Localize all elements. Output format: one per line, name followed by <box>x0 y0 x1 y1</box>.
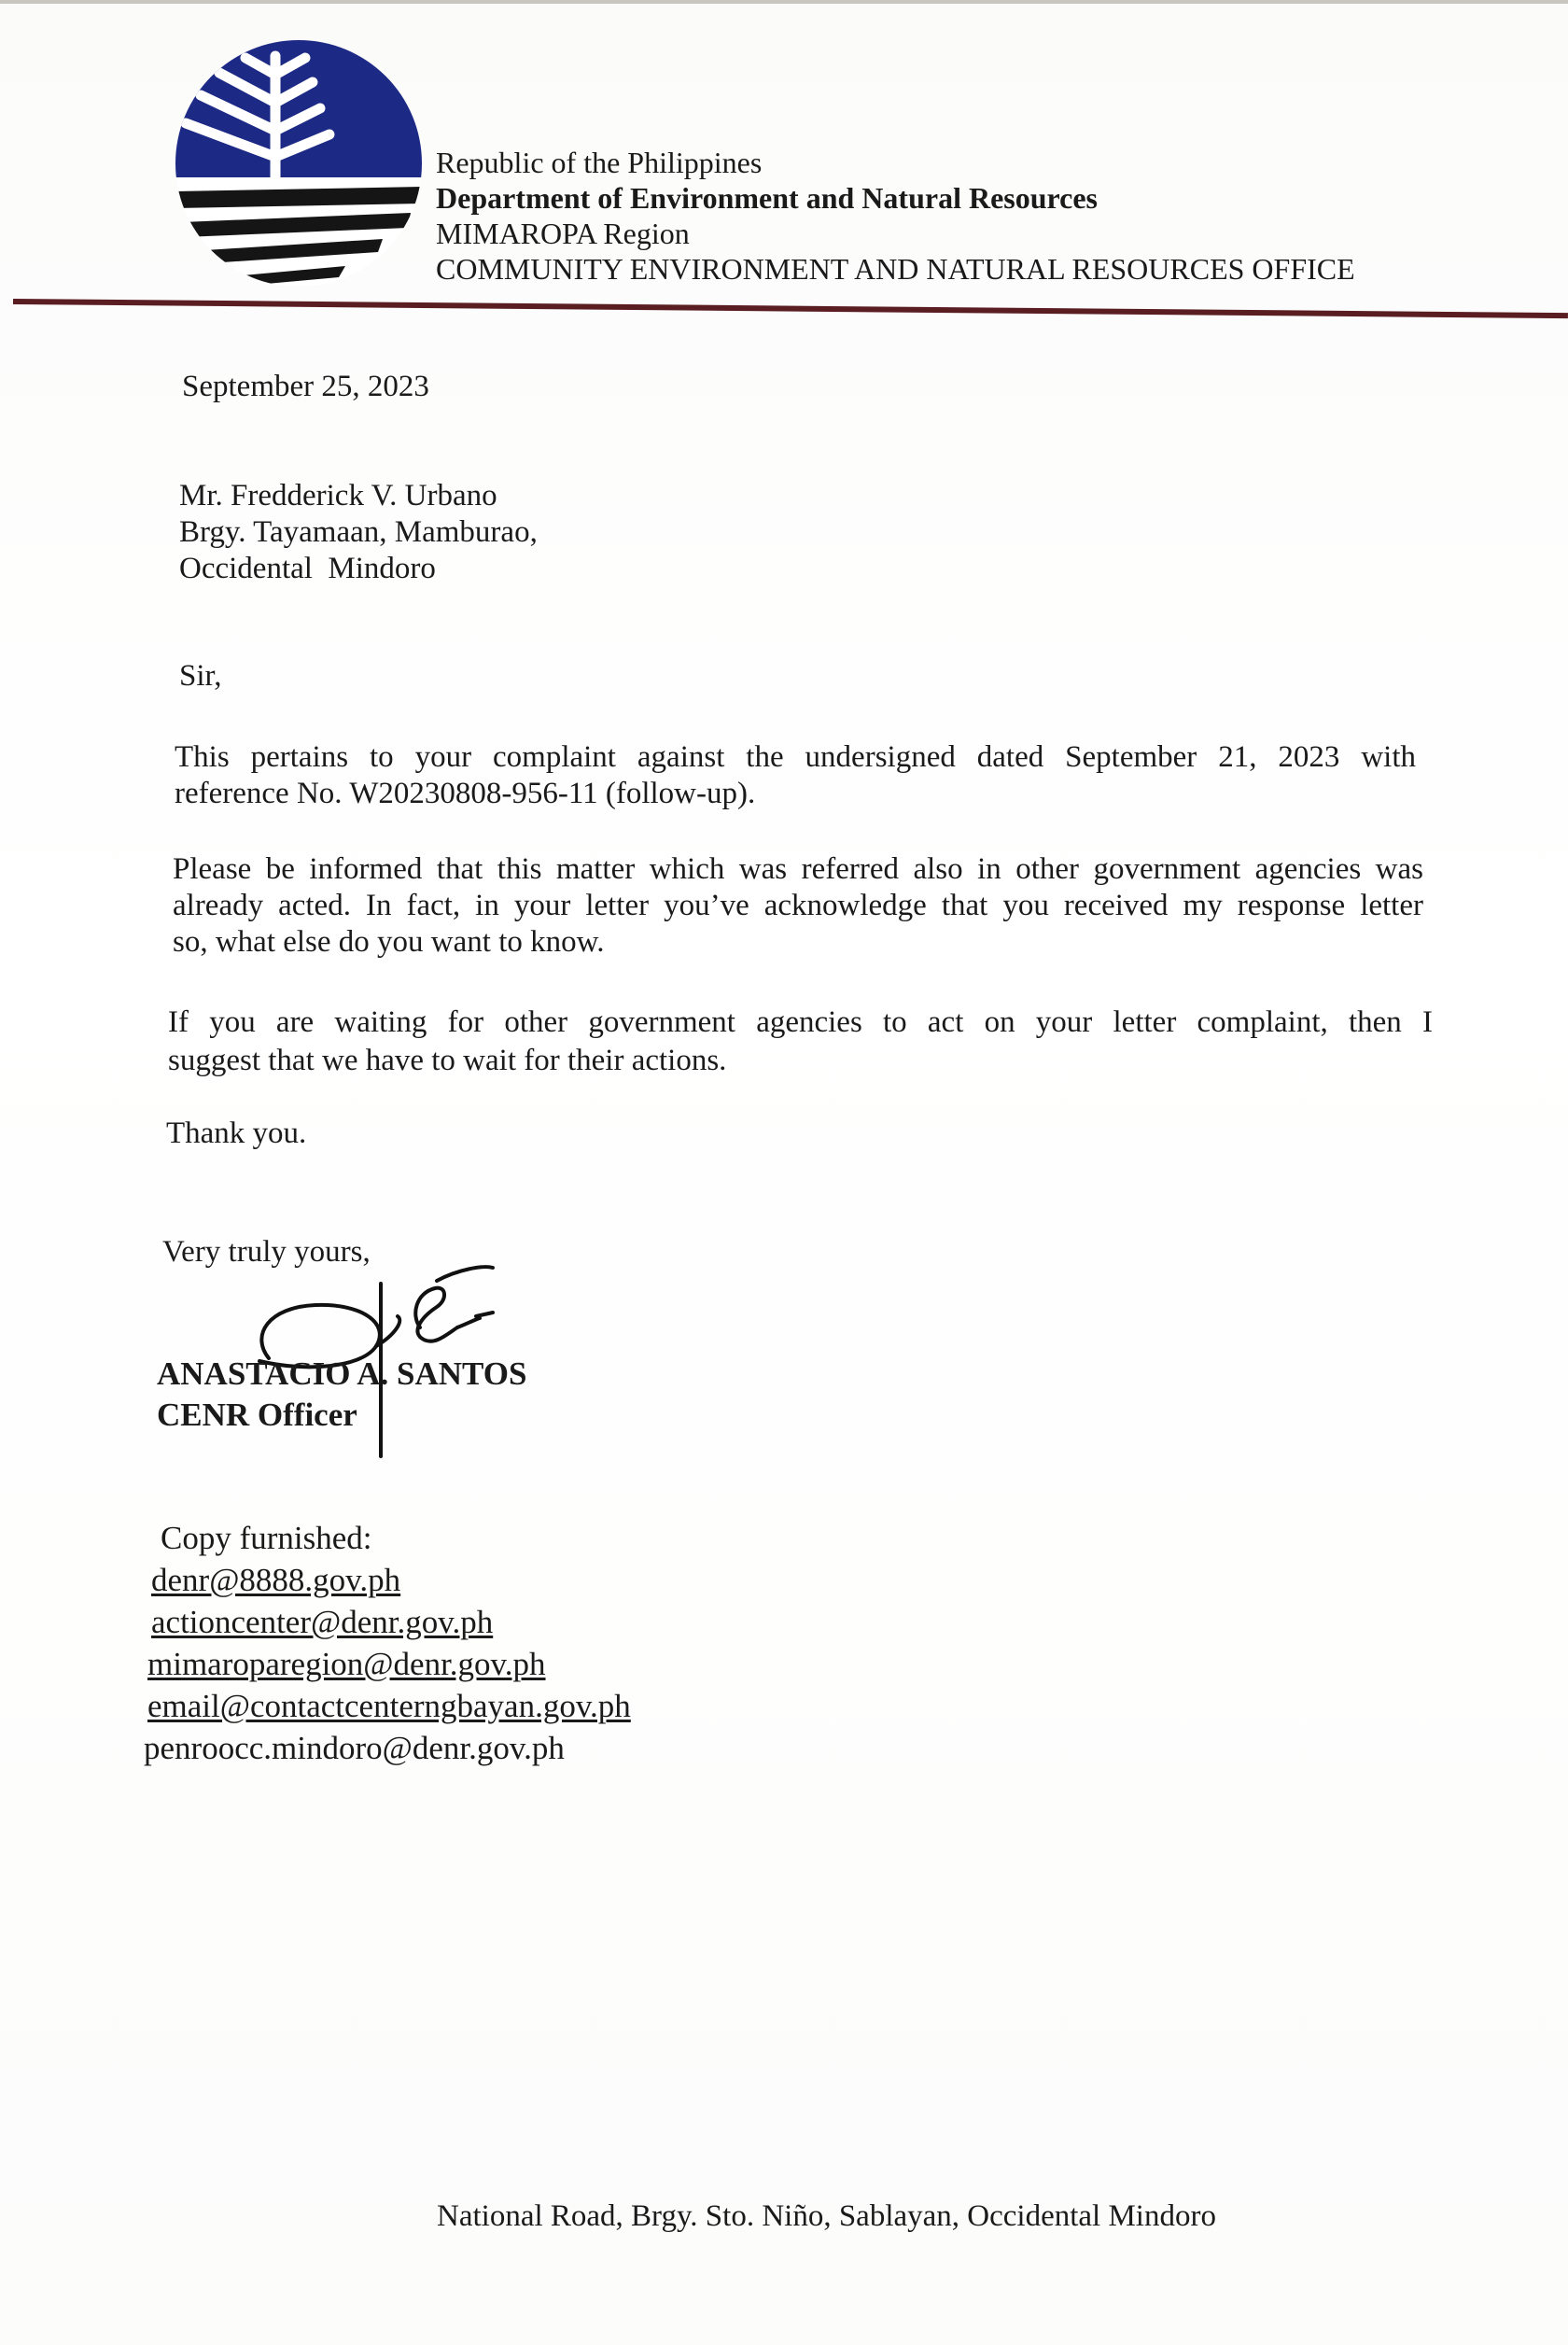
footer-address: National Road, Brgy. Sto. Niño, Sablayan, Occidental Mindoro <box>437 2199 1216 2233</box>
recipient-address-line2: Occidental Mindoro <box>179 552 436 585</box>
paragraph-1-line-1: This pertains to your complaint against the undersigned dated September 21, 2023 with <box>175 740 1416 774</box>
recipient-name: Mr. Fredderick V. Urbano <box>179 479 497 513</box>
header-republic: Republic of the Philippines <box>436 146 763 179</box>
signatory-block <box>157 1354 526 1436</box>
paragraph-2-line-3: so, what else do you want to know. <box>173 925 605 959</box>
denr-seal-icon <box>173 37 425 289</box>
paragraph-3-line-1: If you are waiting for other government agencies to act on your letter complaint, then I <box>168 1005 1433 1039</box>
header-department: Department of Environment and Natural Resources <box>436 181 1098 215</box>
copy-furnished-list <box>144 1559 631 1769</box>
cc-email-penro: penroocc.mindoro@denr.gov.ph <box>144 1730 565 1766</box>
cc-email-actioncenter[interactable]: actioncenter@denr.gov.ph <box>151 1604 494 1640</box>
paragraph-3 <box>168 1004 1433 1041</box>
signatory-title: CENR Officer <box>157 1397 357 1433</box>
cc-email-contactcenter[interactable]: email@contactcenterngbayan.gov.ph <box>147 1688 631 1724</box>
paragraph-2 <box>173 851 1423 924</box>
recipient-address-line1: Brgy. Tayamaan, Mamburao, <box>179 515 538 549</box>
cc-email-denr-8888[interactable]: denr@8888.gov.ph <box>151 1562 401 1598</box>
closing: Very truly yours, <box>162 1235 371 1269</box>
paragraph-1 <box>175 739 1416 776</box>
paragraph-1-line-2: reference No. W20230808-956-11 (follow-up). <box>175 777 756 810</box>
signatory-name: ANASTACIO A. SANTOS <box>157 1355 527 1392</box>
letter-date: September 25, 2023 <box>182 370 429 403</box>
header-region: MIMAROPA Region <box>436 217 690 250</box>
paragraph-2-line-1: Please be informed that this matter which was referred also in other government agencies was <box>173 852 1423 886</box>
header-rule <box>13 299 1568 318</box>
thank-you: Thank you. <box>166 1116 307 1150</box>
letterhead <box>436 145 1355 287</box>
page-edge <box>0 0 1568 4</box>
salutation: Sir, <box>179 659 222 693</box>
cc-email-mimaroparegion[interactable]: mimaroparegion@denr.gov.ph <box>147 1646 546 1682</box>
paragraph-3-line-2: suggest that we have to wait for their actions. <box>168 1044 727 1077</box>
copy-furnished-label: Copy furnished: <box>161 1520 372 1556</box>
header-office: COMMUNITY ENVIRONMENT AND NATURAL RESOURCES OFFICE <box>436 252 1355 286</box>
paragraph-2-line-2: already acted. In fact, in your letter you’ve acknowledge that you received my response letter <box>173 889 1423 922</box>
